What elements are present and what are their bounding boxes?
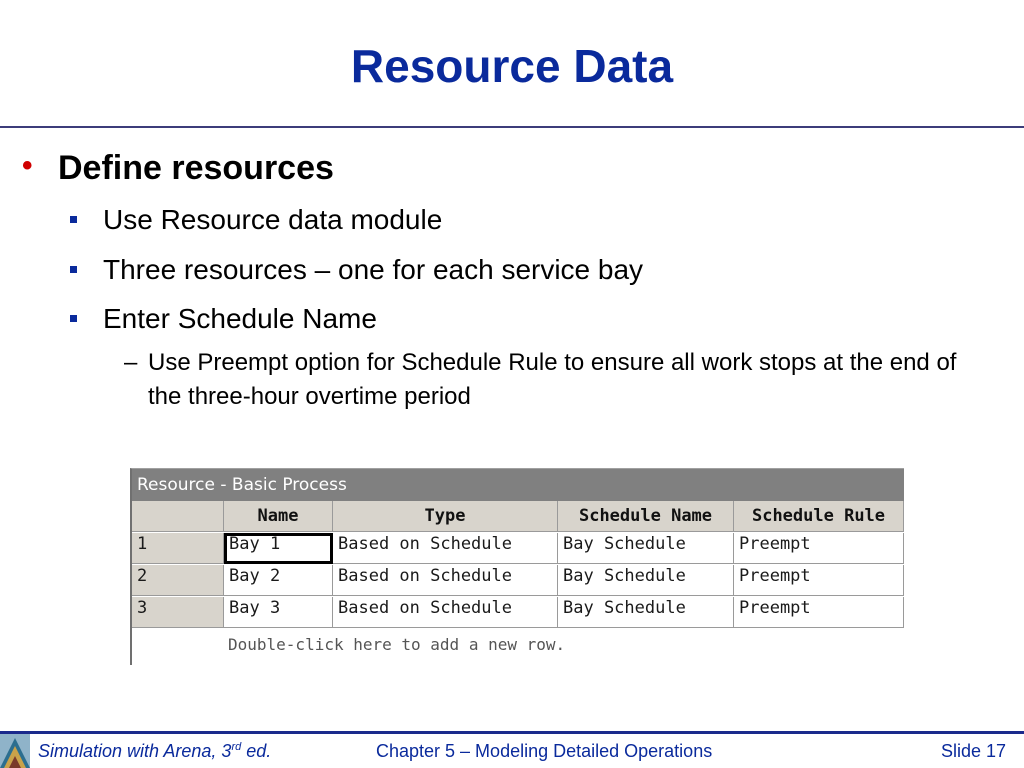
cell-schedule-rule[interactable]: Preempt [734,533,904,564]
title-divider [0,126,1024,128]
cell-schedule-rule[interactable]: Preempt [734,597,904,628]
bullet-dot-icon: • [22,149,33,182]
sub-bullet-text: Three resources – one for each service bay [103,254,644,285]
sub-bullet-text: Use Resource data module [103,204,443,235]
slide-title: Resource Data [350,40,674,92]
footer-chapter: Chapter 5 – Modeling Detailed Operations [376,741,713,761]
table-row [132,533,904,565]
sub-bullet-text: Enter Schedule Name [103,303,377,334]
sub-sub-bullet-text: Use Preempt option for Schedule Rule to ensure all work stops at the end of the three-hour overtime period [148,349,957,410]
grid-caption: Resource - Basic Process [132,469,904,501]
cell-type[interactable]: Based on Schedule [333,597,558,628]
cell-type[interactable]: Based on Schedule [333,533,558,564]
footer-divider [0,731,1024,734]
arena-logo-icon [0,734,30,768]
footer-book-title: Simulation with Arena, 3 [38,741,232,761]
dash-bullet-icon: – [124,349,138,376]
square-bullet-icon [70,315,77,322]
footer-book [38,741,271,762]
bullet-main-text: Define resources [58,149,334,187]
row-number[interactable]: 1 [132,533,224,564]
cell-schedule-name[interactable]: Bay Schedule [558,533,734,564]
row-number[interactable]: 2 [132,565,224,596]
cell-type[interactable]: Based on Schedule [333,565,558,596]
footer-book-sup: rd [231,741,242,753]
cell-schedule-name[interactable]: Bay Schedule [558,565,734,596]
cell-name[interactable]: Bay 1 [224,533,333,564]
footer-slide-number: Slide 17 [941,741,1007,761]
header-corner[interactable] [132,501,224,532]
header-schedule-name[interactable]: Schedule Name [558,501,734,532]
square-bullet-icon [70,266,77,273]
footer-book-edition: ed. [241,741,272,761]
square-bullet-icon [70,216,77,223]
table-row [132,565,904,597]
header-name[interactable]: Name [224,501,333,532]
add-new-row[interactable]: Double-click here to add a new row. [228,635,566,654]
grid-header-row [132,501,904,533]
table-row [132,597,904,629]
header-schedule-rule[interactable]: Schedule Rule [734,501,904,532]
cell-schedule-name[interactable]: Bay Schedule [558,597,734,628]
resource-grid [130,468,904,665]
cell-schedule-rule[interactable]: Preempt [734,565,904,596]
cell-name[interactable]: Bay 2 [224,565,333,596]
cell-name[interactable]: Bay 3 [224,597,333,628]
row-number[interactable]: 3 [132,597,224,628]
header-type[interactable]: Type [333,501,558,532]
